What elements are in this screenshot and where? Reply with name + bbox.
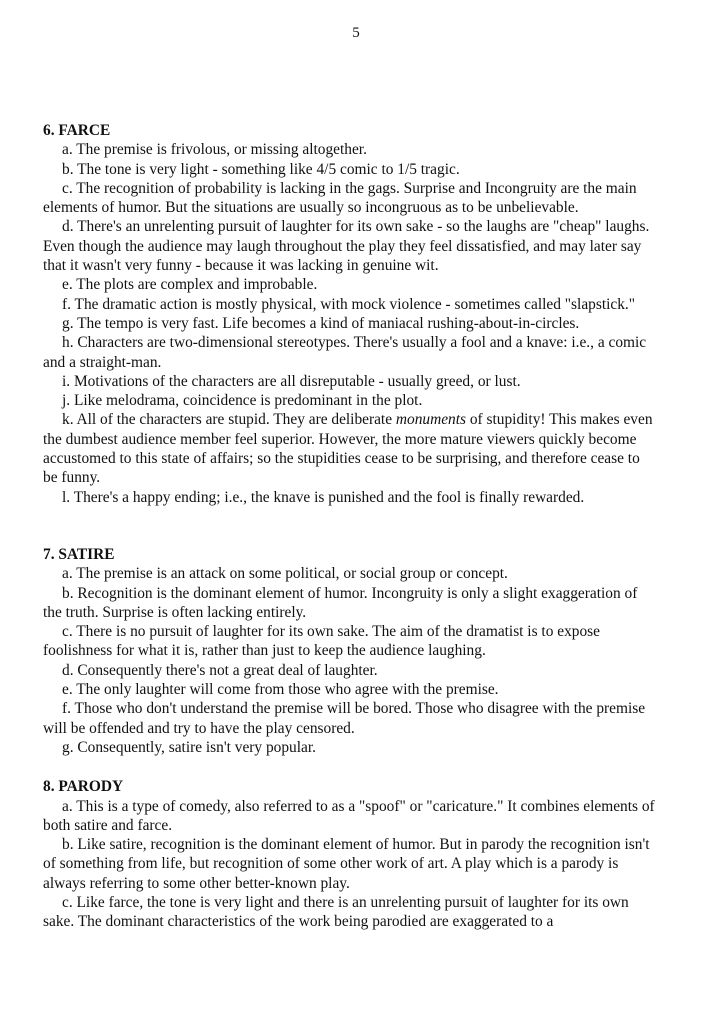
list-item: l. There's a happy ending; i.e., the knave is punished and the fool is finally rewarded.: [62, 488, 585, 506]
list-item: a. The premise is frivolous, or missing altogether.: [62, 141, 367, 159]
list-item: c. The recognition of probability is lacking in the gags. Surprise and Incongruity are the main elements of humor. But the situations are usually so incongruous as to be unbelievable.: [43, 179, 637, 217]
list-item: b. The tone is very light - something like 4/5 comic to 1/5 tragic.: [62, 160, 460, 178]
list-item: b. Like satire, recognition is the dominant element of humor. But in parody the recognition isn't of something from life, but recognition of some other work of art. A play which is a parody is always referring to some other better-known play.: [43, 836, 650, 892]
list-item: g. Consequently, satire isn't very popular.: [62, 738, 316, 756]
list-item: g. The tempo is very fast. Life becomes a kind of maniacal rushing-about-in-circles.: [62, 314, 580, 332]
section-parody: [43, 777, 658, 931]
item-k-after: of stupidity! This makes even the dumbest audience member feel superior. However, the more mature viewers quickly become accustomed to this state of affairs; so the stupidities cease to be surprising, and therefore cease to be funny.: [43, 411, 653, 487]
list-item: e. The only laughter will come from those who agree with the premise.: [62, 681, 499, 699]
list-item: f. Those who don't understand the premise will be bored. Those who disagree with the premise will be offended and try to have the play censored.: [43, 700, 646, 737]
section-heading: 8. PARODY: [43, 778, 124, 796]
item-k-before: k. All of the characters are stupid. They are deliberate: [62, 411, 396, 429]
section-satire: [43, 545, 658, 757]
list-item: j. Like melodrama, coincidence is predominant in the plot.: [62, 392, 423, 410]
list-item: i. Motivations of the characters are all disreputable - usually greed, or lust.: [62, 372, 521, 390]
list-item: d. There's an unrelenting pursuit of laughter for its own sake - so the laughs are "cheap" laughs. Even though the audience may laugh throughout the play they feel dissatisfied, and may later say that it wasn't very funny - because it was lacking in genuine wit.: [43, 218, 650, 275]
emphasis-monuments: monuments: [395, 411, 466, 429]
section-farce: [43, 121, 658, 507]
list-item: d. Consequently there's not a great deal of laughter.: [62, 661, 378, 679]
document-body: [43, 121, 658, 932]
section-heading: 7. SATIRE: [43, 545, 115, 563]
page-number: 5: [352, 25, 360, 41]
list-item: h. Characters are two-dimensional stereotypes. There's usually a fool and a knave: i.e., a comic and a straight-man.: [43, 334, 647, 371]
list-item: f. The dramatic action is mostly physical, with mock violence - sometimes called "slapstick.": [62, 295, 636, 313]
list-item: c. There is no pursuit of laughter for its own sake. The aim of the dramatist is to expose foolishness for what it is, rather than just to keep the audience laughing.: [43, 623, 600, 660]
list-item-k: [43, 410, 658, 487]
list-item: b. Recognition is the dominant element of humor. Incongruity is only a slight exaggeration of the truth. Surprise is often lacking entirely.: [43, 584, 638, 621]
list-item: c. Like farce, the tone is very light and there is an unrelenting pursuit of laughter for its own sake. The dominant characteristics of the work being parodied are exaggerated to a: [43, 893, 629, 931]
list-item: a. The premise is an attack on some political, or social group or concept.: [62, 565, 508, 583]
list-item: a. This is a type of comedy, also referred to as a "spoof" or "caricature." It combines elements of both satire and farce.: [43, 797, 655, 834]
section-heading: 6. FARCE: [43, 122, 111, 139]
list-item: e. The plots are complex and improbable.: [62, 276, 318, 294]
